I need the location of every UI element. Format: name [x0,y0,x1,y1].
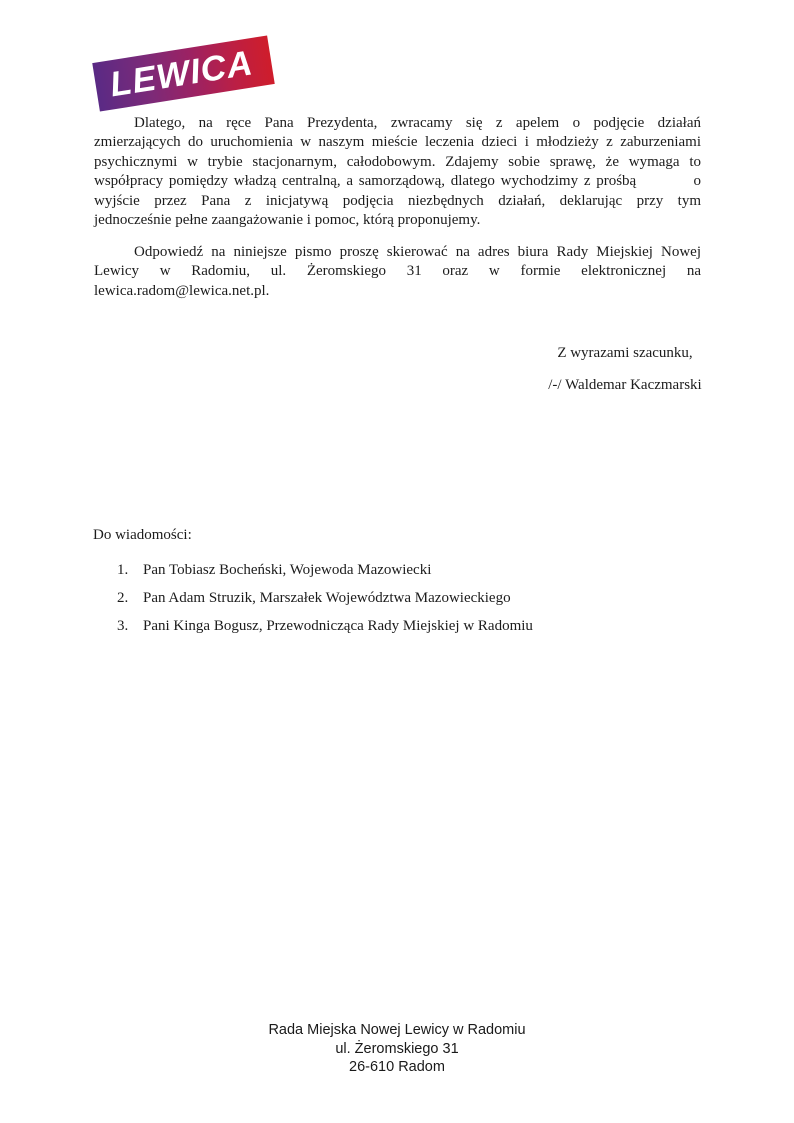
footer-line-city: 26-610 Radom [349,1059,445,1075]
paragraph-reply-address [94,243,701,301]
paragraph-line: wyjście przez Pana z inicjatywą podjęcia niezbędnych działań, deklarując przy tym [94,192,701,209]
footer-line-organization: Rada Miejska Nowej Lewicy w Radomiu [268,1022,526,1038]
lewica-logo [92,35,274,111]
cc-item-number: 2. [117,590,129,606]
signature-closing: Z wyrazami szacunku, [557,345,693,361]
paragraph-line: zmierzających do uruchomienia w naszym mieście leczenia dzieci i młodzieży z zaburzeniami [94,134,701,151]
footer-line-street: ul. Żeromskiego 31 [335,1040,459,1057]
paragraph-appeal [94,114,701,230]
paragraph-line: współpracy pomiędzy władzą centralną, a samorządową, dlatego wychodzimy z prośbą o [94,173,701,190]
paragraph-line-email: lewica.radom@lewica.net.pl. [94,282,270,299]
cc-item-text: Pani Kinga Bogusz, Przewodnicząca Rady Miejskiej w Radomiu [143,618,533,634]
footer-address [0,1021,794,1077]
lewica-logo-text: LEWICA [107,43,256,105]
paragraph-line: Odpowiedź na niniejsze pismo proszę skierować na adres biura Rady Miejskiej Nowej [134,244,701,260]
paragraph-line: psychicznymi w trybie stacjonarnym, całodobowym. Zdajemy sobie sprawę, że wymaga to [94,153,701,170]
cc-list-item [94,556,533,584]
paragraph-line: Dlatego, na ręce Pana Prezydenta, zwracamy się z apelem o podjęcie działań [134,115,701,131]
signature-block [455,344,794,395]
signature-name: /-/ Waldemar Kaczmarski [548,377,702,393]
cc-heading: Do wiadomości: [93,527,192,543]
cc-item-number: 1. [117,562,129,578]
cc-list [94,556,533,640]
paragraph-line: jednocześnie pełne zaangażowanie i pomoc, którą proponujemy. [94,212,481,229]
cc-item-text: Pan Tobiasz Bocheński, Wojewoda Mazowiecki [143,562,432,578]
cc-list-item [94,584,533,612]
cc-item-number: 3. [117,618,129,634]
cc-item-text: Pan Adam Struzik, Marszałek Województwa Mazowieckiego [143,590,511,606]
cc-list-item [94,612,533,640]
paragraph-line: Lewicy w Radomiu, ul. Żeromskiego 31 oraz w formie elektronicznej na [94,263,701,280]
